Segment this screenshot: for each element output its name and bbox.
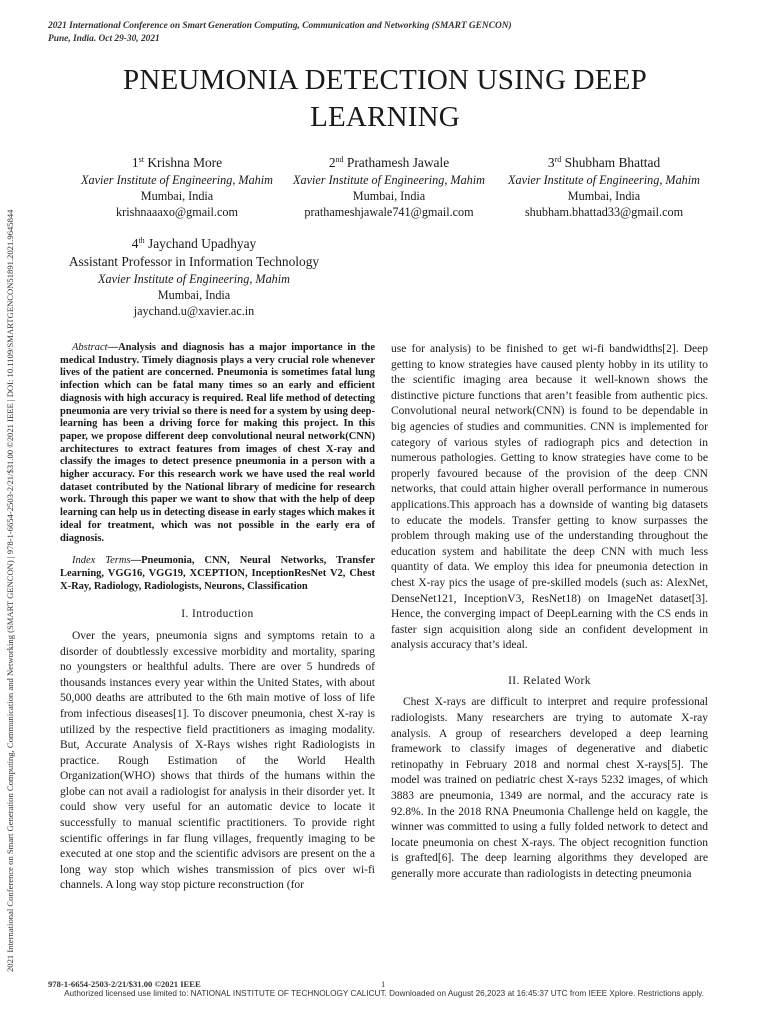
author-role: Assistant Professor in Information Technology — [68, 254, 320, 269]
author-affiliation: Xavier Institute of Engineering, Mahim — [98, 272, 290, 286]
conference-name: 2021 International Conference on Smart Generation Computing, Communication and Networking (SMART GENCON) — [48, 21, 512, 31]
author-block — [54, 235, 334, 319]
author-block — [493, 154, 715, 220]
index-terms: Index Terms—Pneumonia, CNN, Neural Networks, Transfer Learning, VGG16, VGG19, XCEPTION, InceptionResNet V2, Chest X-Ray, Radiology, Radiologists, Neurons, Classification — [60, 555, 375, 592]
introduction-paragraph: Over the years, pneumonia signs and symptoms retain to a disorder of doubtlessly excessive morbidity and mortality, sparing no youngsters or healthful adults. There are over 5 hundreds of thousands instances every year within the United States, with about 50,000 deaths are attributed to the 6th main motive of loss of life from infectious diseases[1]. To discover pneumonia, chest X-ray is utilized by the respective field practitioners as imaging modality. But, Accurate Analysis of X-Rays wishes right Radiologists in practice. Rough Estimation of the World Health Organization(WHO) shows that thirds of the humans within the globe can not avail a radiologist for analysis in their disorder yet. It could show very useful for an automatic device to locate it successfully to manual scientific practitioners. To provide right scientific offerings in far flung villages, frequently imaging to be executed at one stop and the scientific advisors are present on the a long way stop which wishes transmission of pics over wi-fi channels. A long way stop picture reconstruction (for — [60, 629, 375, 892]
author-name-line: 1st Krishna More — [131, 155, 223, 170]
author-email: prathameshjawale741@gmail.com — [304, 205, 474, 219]
author-block — [66, 154, 288, 220]
conference-location: Pune, India. Oct 29-30, 2021 — [48, 34, 160, 44]
related-work-paragraph: Chest X-rays are difficult to interpret and require professional radiologists. Many researchers are trying to automate X-ray analysis. A group of researchers developed a deep learning framework to classify images of degenerative and diabetic retinopathy in February 2018 and normal chest X-rays[5]. The model was trained on pediatric chest X-rays 5232 images, of which 3883 are pneumonia, 1349 are normal, and the accuracy rate is 92.8%. In the 2018 RNA Pneumonia Challenge held on kaggle, the winner was committed to using a fully folded network to detect and locate pneumonia on chest X-rays. The object recognition function is grafted[6]. The deep learning algorithms they developed are generally more accurate than radiologists in detecting pneumonia — [391, 696, 708, 880]
author-name-line: 4th Jaychand Upadhyay — [131, 236, 257, 251]
abstract: Abstract—Analysis and diagnosis has a major importance in the medical Industry. Timely diagnosis plays a very crucial role whenever lives of the patient are concerned. Pneumonia is sometimes fatal lung infection which can be fatal many times so an early and efficient diagnosis with high accuracy is required. Real life method of detecting pneumonia are very trivial so there is need for a system by using deep-learning has been a driving force for making this project. In this paper, we propose different deep convolutional neural network(CNN) architectures to extract features from images of chest X-ray and classify the images to detect presence pneumonia in a person with a higher accuracy. For this research work we have used the real world dataset contributed by the National library of medicine for research work. Through this paper we want to show that with the help of deep learning can help us in detecting disease in early stages which makes it ideal for treatment, which was not possible in the early era of diagnosis. — [60, 342, 376, 544]
conference-header — [48, 20, 512, 46]
author-affiliation: Xavier Institute of Engineering, Mahim — [293, 173, 485, 187]
author-city: Mumbai, India — [140, 189, 214, 203]
author-email: krishnaaaxo@gmail.com — [116, 205, 238, 219]
section-heading-related-work: II. Related Work — [508, 674, 591, 687]
introduction-continued: use for analysis) to be finished to get wi-fi bandwidths[2]. Deep getting to know strategies have caused plenty hobby in its utility to the scientific imaging area because it well-known shows the distinctive picture functions that aren’t feasible from authentic pics. Convolutional neural network(CNN) is found to be dependable in big agencies of studies and communities. CNN is implemented for category of various styles of radiograph pics and detection in numerous pathologies. Getting to know strategies have come to be properly favoured because of the provision of the deep CNN networks, that could attain higher overall performance in numerous applications.This approach has a downside of wanting big datasets to educate the models. Transfer getting to know surpasses the problem through making use of the understanding throughout the education system and habilitate the deep CNN with much less quantity of data. We employ this idea for pneumonia detection in chest X-ray pics the usage of pre-skilled models (such as: AlexNet, DenseNet121, InceptionV3, ResNet18) on ImageNet dataset[3]. Hence, the converging impact of DeepLearning with the CS ends in faster sign acquisition along side an confident development in analysis accuracy that’s ideal. — [391, 343, 708, 652]
section-heading-introduction: I. Introduction — [181, 608, 254, 621]
author-affiliation: Xavier Institute of Engineering, Mahim — [508, 173, 700, 187]
paper-title: PNEUMONIA DETECTION USING DEEP LEARNING — [123, 64, 647, 133]
isbn-footer: 978-1-6654-2503-2/21/$31.00 ©2021 IEEE — [48, 979, 201, 989]
author-city: Mumbai, India — [157, 288, 231, 302]
author-city: Mumbai, India — [567, 189, 641, 203]
author-affiliation: Xavier Institute of Engineering, Mahim — [81, 173, 273, 187]
author-email: shubham.bhattad33@gmail.com — [524, 205, 684, 219]
author-name-line: 3rd Shubham Bhattad — [547, 155, 661, 170]
left-column — [60, 342, 375, 894]
license-notice: Authorized licensed use limited to: NATIONAL INSTITUTE OF TECHNOLOGY CALICUT. Downloaded on August 26,2023 at 16:45:37 UTC from IEEE Xplore. Restrictions apply. — [64, 989, 704, 998]
side-doi-banner: 2021 International Conference on Smart Generation Computing, Communication and Networking (SMART GENCON) | 978-1-6654-2503-2/21/$31.00 ©2021 IEEE | DOI: 10.1109/SMARTGENCON51891.2021.9645844 — [5, 209, 15, 972]
author-block — [278, 154, 500, 220]
author-city: Mumbai, India — [352, 189, 426, 203]
author-name-line: 2nd Prathamesh Jawale — [328, 155, 450, 170]
page-number: 1 — [381, 979, 386, 989]
author-email: jaychand.u@xavier.ac.in — [133, 304, 255, 318]
right-column — [391, 342, 708, 883]
